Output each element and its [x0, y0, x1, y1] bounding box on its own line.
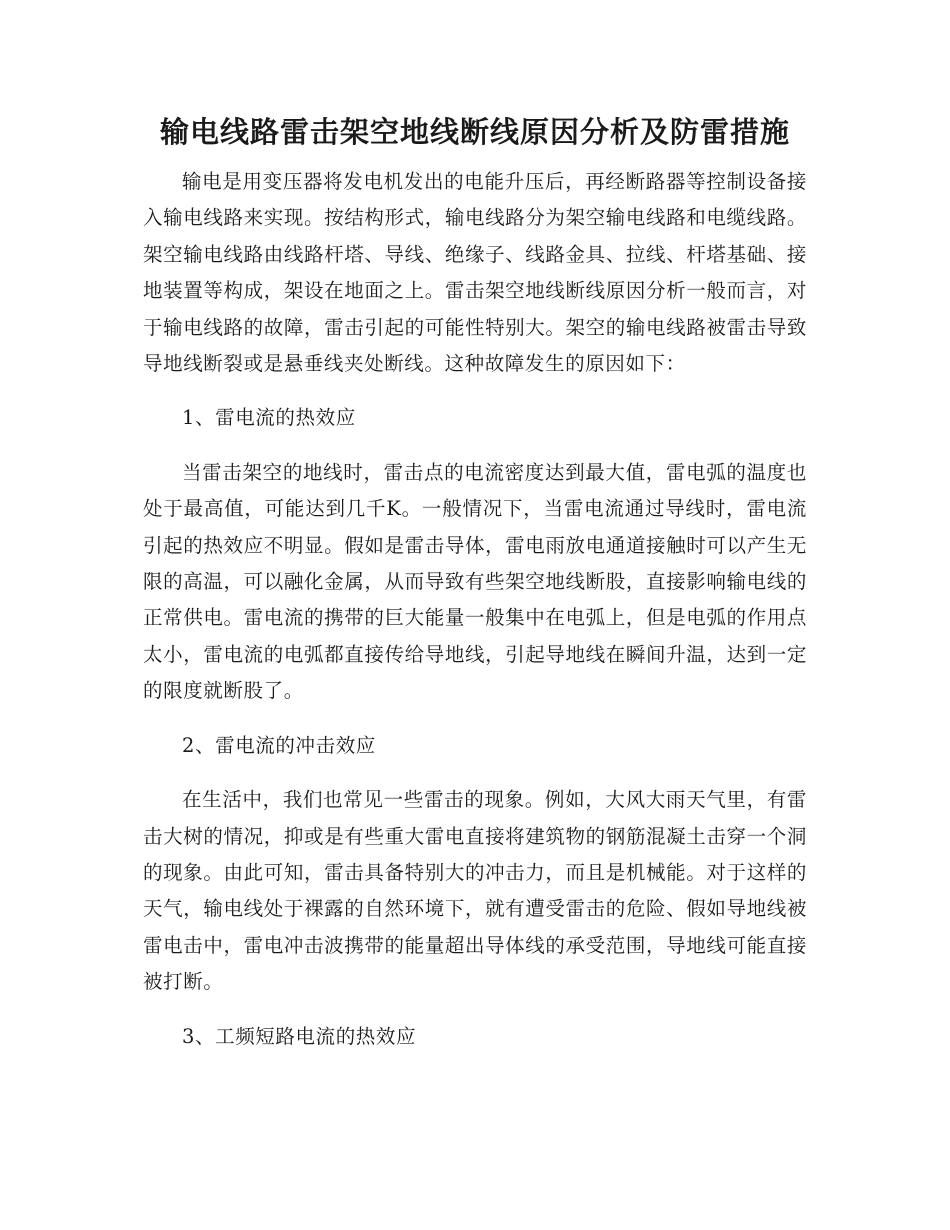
section-heading-2: 2、雷电流的冲击效应 [182, 733, 376, 757]
section-heading-3: 3、工频短路电流的热效应 [182, 1024, 417, 1048]
section-body-2: 在生活中，我们也常见一些雷击的现象。例如，大风大雨天气里，有雷击大树的情况，抑或是有些重大雷电直接将建筑物的钢筋混凝土击穿一个洞的现象。由此可知，雷击具备特别大的冲击力，而且是机械能。对于这样的天气，输电线处于裸露的自然环境下，就有遭受雷击的危险、假如导地线被雷电击中，雷电冲击波携带的能量超出导体线的承受范围，导地线可能直接被打断。 [143, 788, 807, 994]
section-heading-1: 1、雷电流的热效应 [182, 406, 356, 430]
section-body-1: 当雷击架空的地线时，雷击点的电流密度达到最大值，雷电弧的温度也处于最高值，可能达到几千K。一般情况下，当雷电流通过导线时，雷电流引起的热效应不明显。假如是雷击导体，雷电雨放电通道接触时可以产生无限的高温，可以融化金属，从而导致有些架空地线断股，直接影响输电线的正常供电。雷电流的携带的巨大能量一般集中在电弧上，但是电弧的作用点太小，雷电流的电弧都直接传给导地线，引起导地线在瞬间升温，达到一定的限度就断股了。 [143, 460, 807, 703]
intro-paragraph: 输电是用变压器将发电机发出的电能升压后，再经断路器等控制设备接入输电线路来实现。按结构形式，输电线路分为架空输电线路和电缆线路。架空输电线路由线路杆塔、导线、绝缘子、线路金具、拉线、杆塔基础、接地装置等构成，架设在地面之上。雷击架空地线断线原因分析一般而言，对于输电线路的故障，雷击引起的可能性特别大。架空的输电线路被雷击导致导地线断裂或是悬垂线夹处断线。这种故障发生的原因如下： [143, 170, 807, 376]
document-title: 输电线路雷击架空地线断线原因分析及防雷措施 [159, 115, 790, 149]
document-page [143, 112, 807, 1073]
